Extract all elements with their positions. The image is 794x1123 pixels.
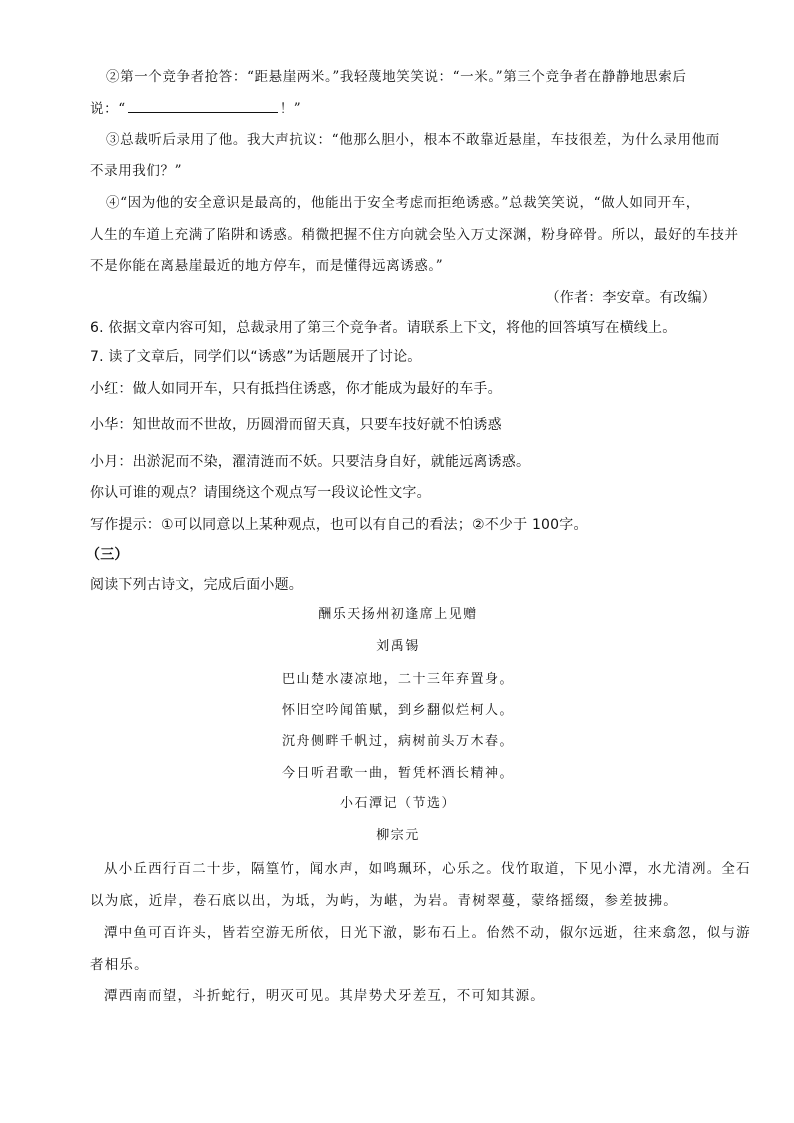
poem-title: 酬乐天扬州初逢席上见赠 [318,607,478,622]
prose-paragraph-1-line-1: 从小丘西行百二十步，隔篁竹，闻水声，如鸣珮环，心乐之。伐竹取道，下见小潭，水尤清冽。全石 [104,861,751,877]
poem-line: 今日听君歌一曲，暂凭杯酒长精神。 [281,766,514,781]
source-credit: （作者：李安章。有改编） [545,290,716,306]
writing-hint: 写作提示：①可以同意以上某种观点，也可以有自己的看法；②不少于 100字。 [90,517,588,533]
poem-line: 怀旧空吟闻笛赋，到乡翻似烂柯人。 [281,703,514,718]
prose-paragraph-1-line-2: 以为底，近岸，卷石底以出，为坻，为屿，为嵁，为岩。青树翠蔓，蒙络摇缀，参差披拂。 [90,893,678,909]
poem-line: 巴山楚水凄凉地，二十三年弃置身。 [281,672,514,687]
prose-author: 柳宗元 [376,828,420,843]
prose-paragraph-3-line-1: 潭西南而望，斗折蛇行，明灭可见。其岸势犬牙差互，不可知其源。 [104,988,545,1004]
question-7: 7. 读了文章后，同学们以“诱惑”为话题展开了讨论。 [90,349,422,365]
story-paragraph-4-line-1: ④“因为他的安全意识是最高的，他能出于安全考虑而拒绝诱惑。”总裁笑笑说，“做人如同开车， [106,195,700,211]
prose-title: 小石潭记（节选） [339,796,456,811]
story-paragraph-2-line-1: ②第一个竞争者抢答：“距悬崖两米。”我轻蔑地笑笑说：“一米。”第三个竞争者在静静地思索后 [106,69,687,85]
prose-paragraph-2-line-2: 者相乐。 [90,957,149,973]
opinion-xiaohua: 小华：知世故而不世故，历圆滑而留天真，只要车技好就不怕诱惑 [90,417,502,433]
opinion-xiaoyue: 小月：出淤泥而不染，濯清涟而不妖。只要洁身自好，就能远离诱惑。 [90,454,531,470]
story-paragraph-3-line-2: 不录用我们？” [90,163,183,179]
answer-blank-line[interactable] [128,98,278,113]
poem-author: 刘禹锡 [376,639,420,654]
section-instruction: 阅读下列古诗文，完成后面小题。 [90,577,303,593]
section-heading: （三） [86,547,129,563]
question-6: 6. 依据文章内容可知，总裁录用了第三个竞争者。请联系上下文，将他的回答填写在横线上。 [90,320,677,336]
story-paragraph-3-line-1: ③总裁听后录用了他。我大声抗议：“他那么胆小，根本不敢靠近悬崖，车技很差，为什么录用他而 [106,132,720,148]
story-paragraph-2-line-2 [90,94,730,124]
writing-prompt: 你认可谁的观点？请围绕这个观点写一段议论性文字。 [90,485,431,501]
prose-paragraph-2-line-1: 潭中鱼可百许头，皆若空游无所依，日光下澈，影布石上。佁然不动，俶尔远逝，往来翕忽，似与游 [104,925,751,941]
poem-line: 沉舟侧畔千帆过，病树前头万木春。 [281,734,514,749]
story-paragraph-4-line-2: 人生的车道上充满了陷阱和诱惑。稍微把握不住方向就会坠入万丈深渊，粉身碎骨。所以，最好的车技并 [90,227,739,243]
answer-suffix: ！” [279,101,302,117]
story-paragraph-4-line-3: 不是你能在离悬崖最近的地方停车，而是懂得远离诱惑。” [90,258,444,274]
opinion-xiaohong: 小红：做人如同开车，只有抵挡住诱惑，你才能成为最好的车手。 [90,381,502,397]
answer-prefix: 说：“ [90,101,126,117]
